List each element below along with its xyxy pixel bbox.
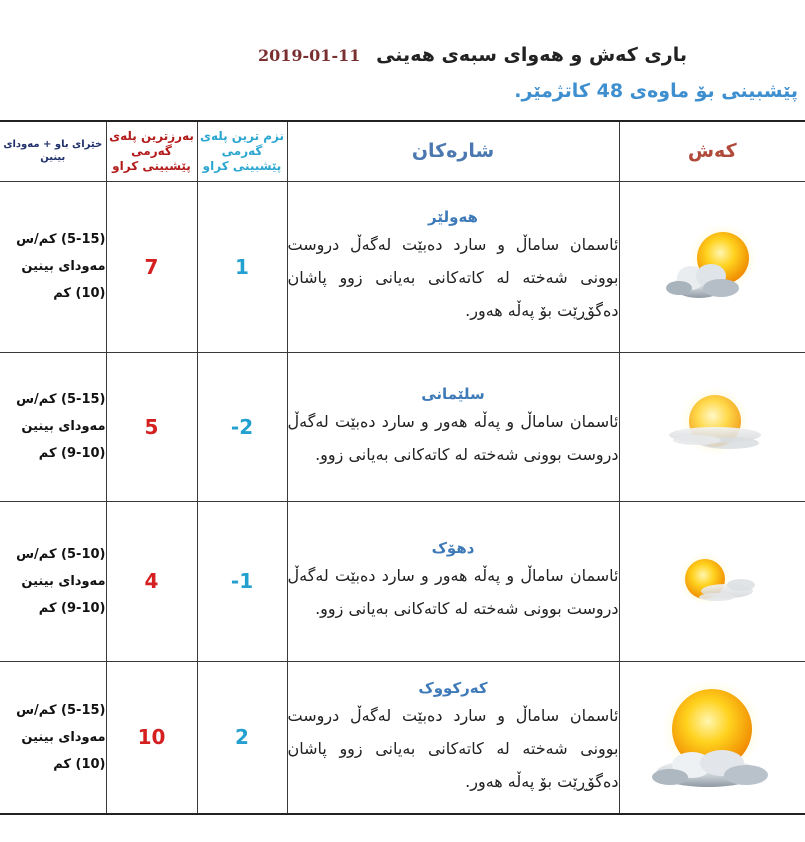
weather-description: ئاسمان ساماڵ و پەڵە هەور و سارد دەبێت لەگەڵ دروست بوونی شەختە لە کاتەکانی بەیانی زوو. xyxy=(287,566,619,618)
city-name: سلێمانی xyxy=(421,384,485,403)
visibility-value: (10) کم xyxy=(53,756,106,772)
wind-visibility-cell xyxy=(0,181,106,352)
city-cell xyxy=(287,661,619,814)
header-wind-visibility: خێرای باو + مەودای بینین xyxy=(0,121,106,181)
min-temp-value: -1 xyxy=(197,501,287,661)
wind-speed: (5-10) کم/س xyxy=(16,546,106,562)
table-header-row xyxy=(0,121,805,181)
max-temp-value: 7 xyxy=(106,181,197,352)
wind-speed: (5-15) کم/س xyxy=(16,392,106,407)
weather-description: ئاسمان ساماڵ و سارد دەبێت لەگەڵ دروست بوونی شەختە لە کاتەکانی بەیانی زوو پاشان دەگۆڕێت بۆ پەڵە هەور. xyxy=(287,235,619,320)
city-name: کەرکووک xyxy=(418,678,488,697)
visibility-label: مەودای بینین xyxy=(21,729,106,745)
sun-behind-cloud-large-icon xyxy=(642,675,782,795)
min-temp-value: 1 xyxy=(197,181,287,352)
visibility-value: (10) کم xyxy=(53,286,106,301)
weather-icon-cell xyxy=(619,352,805,501)
header-max-temp: بەرزترین پلەی گەرمی پێشبینی کراو xyxy=(106,121,197,181)
hazy-sun-small-icon xyxy=(657,539,767,619)
visibility-value: (9-10) کم xyxy=(38,446,106,461)
page-title: باری کەش و هەوای سبەی هەینی xyxy=(376,44,687,66)
page-subtitle: پێشبینی بۆ ماوەی 48 کاتژمێر. xyxy=(514,80,798,102)
city-name: دهۆک xyxy=(431,539,475,557)
city-cell xyxy=(287,352,619,501)
city-cell xyxy=(287,181,619,352)
visibility-value: (9-10) کم xyxy=(38,600,106,616)
max-temp-value: 4 xyxy=(106,501,197,661)
weather-icon-cell xyxy=(619,181,805,352)
visibility-label: مەودای بینین xyxy=(21,419,106,434)
header-weather: کەش xyxy=(619,121,805,181)
visibility-label: مەودای بینین xyxy=(21,573,106,589)
max-temp-value: 5 xyxy=(106,352,197,501)
weather-icon-cell xyxy=(619,501,805,661)
max-temp-value: 10 xyxy=(106,661,197,814)
table-row xyxy=(0,501,805,661)
table-row xyxy=(0,352,805,501)
city-name: هەولێر xyxy=(428,208,478,226)
forecast-date: 2019-01-11 xyxy=(258,46,361,65)
sun-behind-cloud-icon xyxy=(657,220,767,310)
visibility-label: مەودای بینین xyxy=(21,259,106,274)
wind-speed: (5-15) کم/س xyxy=(16,702,106,718)
min-temp-value: 2 xyxy=(197,661,287,814)
wind-speed: (5-15) کم/س xyxy=(16,232,106,247)
header-min-temp: نزم ترین پلەی گەرمی پێشبینی کراو xyxy=(197,121,287,181)
wind-visibility-cell xyxy=(0,661,106,814)
hazy-sun-icon xyxy=(657,385,767,465)
table-row xyxy=(0,661,805,814)
weather-description: ئاسمان ساماڵ و پەڵە هەور و سارد دەبێت لەگەڵ دروست بوونی شەختە لە کاتەکانی بەیانی زوو. xyxy=(287,411,619,464)
page-header xyxy=(0,44,805,72)
header-cities: شارەکان xyxy=(287,121,619,181)
wind-visibility-cell xyxy=(0,501,106,661)
min-temp-value: -2 xyxy=(197,352,287,501)
weather-icon-cell xyxy=(619,661,805,814)
forecast-table xyxy=(0,120,805,815)
weather-description: ئاسمان ساماڵ و سارد دەبێت لەگەڵ دروست بوونی شەختە لە کاتەکانی بەیانی زوو پاشان دەگۆڕێت بۆ پەڵە هەور. xyxy=(287,705,619,791)
table-row xyxy=(0,181,805,352)
city-cell xyxy=(287,501,619,661)
wind-visibility-cell xyxy=(0,352,106,501)
